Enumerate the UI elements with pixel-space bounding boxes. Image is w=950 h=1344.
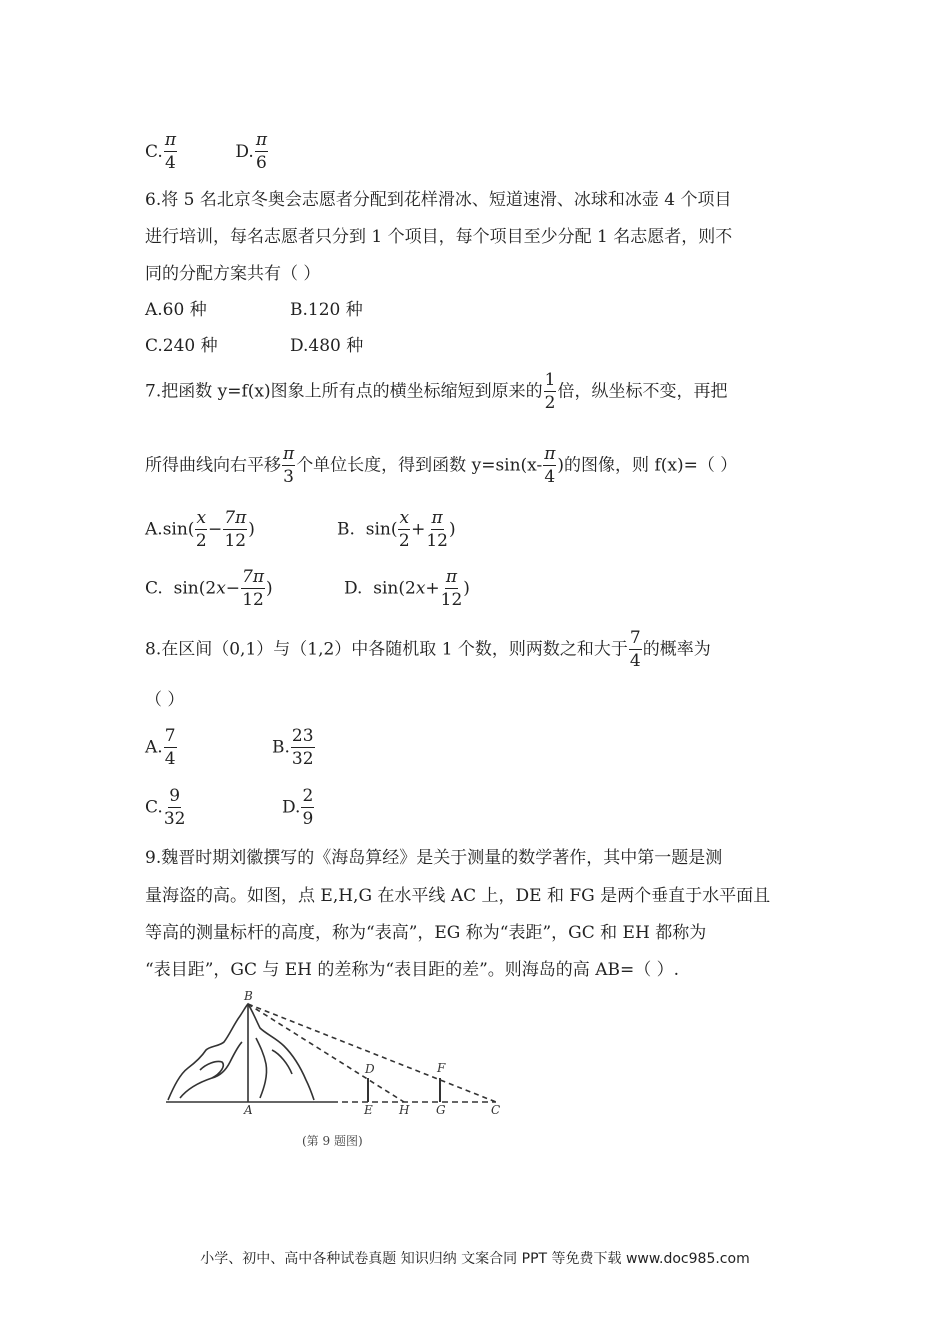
q8-option-d: D. $\frac{2}{9}$ — [282, 786, 314, 829]
island-inner-2 — [256, 1038, 267, 1098]
q6-option-d: D.480 种 — [290, 336, 364, 356]
label-h: H — [399, 1103, 410, 1115]
q9-text-line3: 等高的测量标杆的高度，称为“表高”，EG 称为“表距”，GC 和 EH 都称为 — [145, 923, 707, 943]
q7-text-line2: 所得曲线向右平移 $\frac{\pi}{3}$ 个单位长度，得到函数 y=sin(x- $\frac{\pi}{4}$ )的图像，则 f(x)=（ ） — [145, 444, 738, 487]
q7-option-b: B. sin( $\frac{x}{2}$ + $\frac{\pi}{12}$ ) — [337, 508, 456, 551]
label-d: D — [365, 1062, 375, 1076]
island-outline — [168, 1004, 314, 1100]
q6-option-a: A.60 种 — [145, 300, 207, 320]
label-b: B — [244, 990, 253, 1003]
q9-text-line1: 9.魏晋时期刘徽撰写的《海岛算经》是关于测量的数学著作，其中第一题是测 — [145, 848, 723, 868]
island-inner-4 — [272, 1050, 292, 1074]
q6-text-line2: 进行培训，每名志愿者只分到 1 个项目，每个项目至少分配 1 名志愿者，则不 — [145, 227, 733, 247]
q5-options — [145, 132, 269, 172]
q6-text-line1: 6.将 5 名北京冬奥会志愿者分配到花样滑冰、短道速滑、冰球和冰壶 4 个项目 — [145, 190, 732, 210]
label-c: C — [491, 1103, 501, 1115]
label-e: E — [364, 1103, 373, 1115]
q6-option-b: B.120 种 — [290, 300, 363, 320]
q5-option-c: C. $\frac{\pi}{4}$ — [145, 130, 176, 173]
q6-option-c: C.240 种 — [145, 336, 218, 356]
q7-option-a: A.sin( $\frac{x}{2}$ − $\frac{7\pi}{12}$ ) — [145, 508, 255, 551]
island-inner-3 — [200, 1061, 223, 1078]
figure-caption: (第 9 题图) — [302, 1134, 363, 1148]
q7-option-c: C. sin(2x− $\frac{7\pi}{12}$ ) — [145, 567, 273, 610]
q5-option-d: D. $\frac{\pi}{6}$ — [235, 130, 268, 173]
sight-line-bh — [248, 1004, 404, 1102]
label-g: G — [436, 1103, 446, 1115]
q8-option-a: A. $\frac{7}{4}$ — [145, 726, 176, 769]
q7-text-line1: 7.把函数 y=f(x)图象上所有点的横坐标缩短到原来的 $\frac{1}{2}$ 倍，纵坐标不变，再把 — [145, 370, 728, 413]
q8-text-line2: （ ） — [145, 690, 185, 710]
q7-option-d: D. sin(2x+ $\frac{\pi}{12}$ ) — [344, 567, 470, 610]
q8-option-c: C. $\frac{9}{32}$ — [145, 786, 186, 829]
q9-island-figure — [160, 990, 510, 1115]
q6-text-line3: 同的分配方案共有（ ） — [145, 264, 321, 284]
label-f: F — [437, 1061, 446, 1075]
island-inner-1 — [180, 1042, 242, 1098]
page-footer: 小学、初中、高中各种试卷真题 知识归纳 文案合同 PPT 等免费下载 www.doc985.com — [200, 1251, 750, 1267]
q8-text-line1: 8.在区间（0,1）与（1,2）中各随机取 1 个数，则两数之和大于 $\frac{7}{4}$ 的概率为 — [145, 628, 711, 671]
q9-text-line4: “表目距”，GC 与 EH 的差称为“表目距的差”。则海岛的高 AB=（ ）. — [145, 960, 680, 980]
q8-option-b: B. $\frac{23}{32}$ — [272, 726, 314, 769]
q9-text-line2: 量海盗的高。如图，点 E,H,G 在水平线 AC 上，DE 和 FG 是两个垂直于水平面且 — [145, 886, 771, 906]
sight-line-bc — [248, 1004, 496, 1102]
label-a: A — [244, 1103, 253, 1115]
